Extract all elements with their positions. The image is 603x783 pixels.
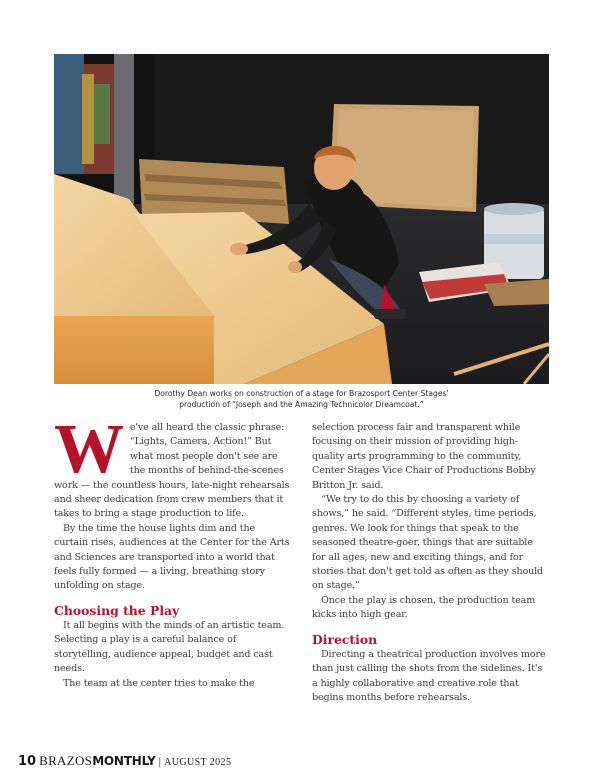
drop-cap: W bbox=[54, 411, 124, 488]
photo-caption bbox=[100, 388, 503, 410]
brand-name-bold: MONTHLY bbox=[92, 754, 156, 768]
heading-direction: Direction bbox=[312, 631, 378, 647]
caption-line-2: production of “Joseph and the Amazing Technicolor Dreamcoat.” bbox=[179, 400, 424, 409]
article-column-left bbox=[54, 411, 291, 691]
paragraph-play-chosen: Once the play is chosen, the production team kicks into high gear. bbox=[312, 594, 536, 621]
person-building-stage-icon bbox=[54, 54, 549, 384]
paragraph-team-center: The team at the center tries to make the bbox=[63, 677, 255, 689]
caption-line-1: Dorothy Dean works on construction of a stage for Brazosport Center Stages' bbox=[154, 389, 449, 398]
footer-separator: | bbox=[158, 754, 162, 768]
article-photo bbox=[54, 54, 549, 384]
paragraph-quote-variety: “We try to do this by choosing a variety of shows,” he said. “Different styles, time periods, genres. We look for things that speak to the seasoned theatre-goer, things that are suitable for all ages, new and exciting things, and for stories that don't get told as often as they should on stage.” bbox=[312, 494, 544, 592]
page-footer bbox=[18, 752, 231, 770]
brand-name-light: BRAZOS bbox=[39, 753, 93, 768]
intro-text: e've all heard the classic phrase: “Lights, Camera, Action!” But what most people don't see are the months of behind-the-scenes work — the countless hours, late-night rehearsals and sheer dedication from crew members that it takes to bring a stage production to life. bbox=[54, 422, 290, 520]
page-number: 10 bbox=[18, 754, 37, 769]
heading-choosing-the-play: Choosing the Play bbox=[54, 602, 180, 618]
intro-paragraph bbox=[54, 411, 291, 522]
paragraph-house-lights: By the time the house lights dim and the curtain rises, audiences at the Center for the Arts and Sciences are transported into a world that feels fully formed — a living, breathing story unfolding on stage. bbox=[54, 522, 290, 592]
paragraph-artistic-team: It all begins with the minds of an artistic team. Selecting a play is a careful balance of storytelling, audience appeal, budget and cast needs. bbox=[54, 619, 285, 675]
paragraph-selection-process: selection process fair and transparent while focusing on their mission of providing high-quality arts programming to the community, Center Stages Vice Chair of Productions Bobby Britton Jr. said. bbox=[312, 422, 536, 491]
issue-date: AUGUST 2025 bbox=[164, 757, 232, 768]
article-column-right bbox=[312, 421, 549, 705]
paragraph-directing: Directing a theatrical production involves more than just calling the shots from the sidelines. It's a highly collaborative and creative role that begins months before rehearsals. bbox=[312, 648, 546, 703]
